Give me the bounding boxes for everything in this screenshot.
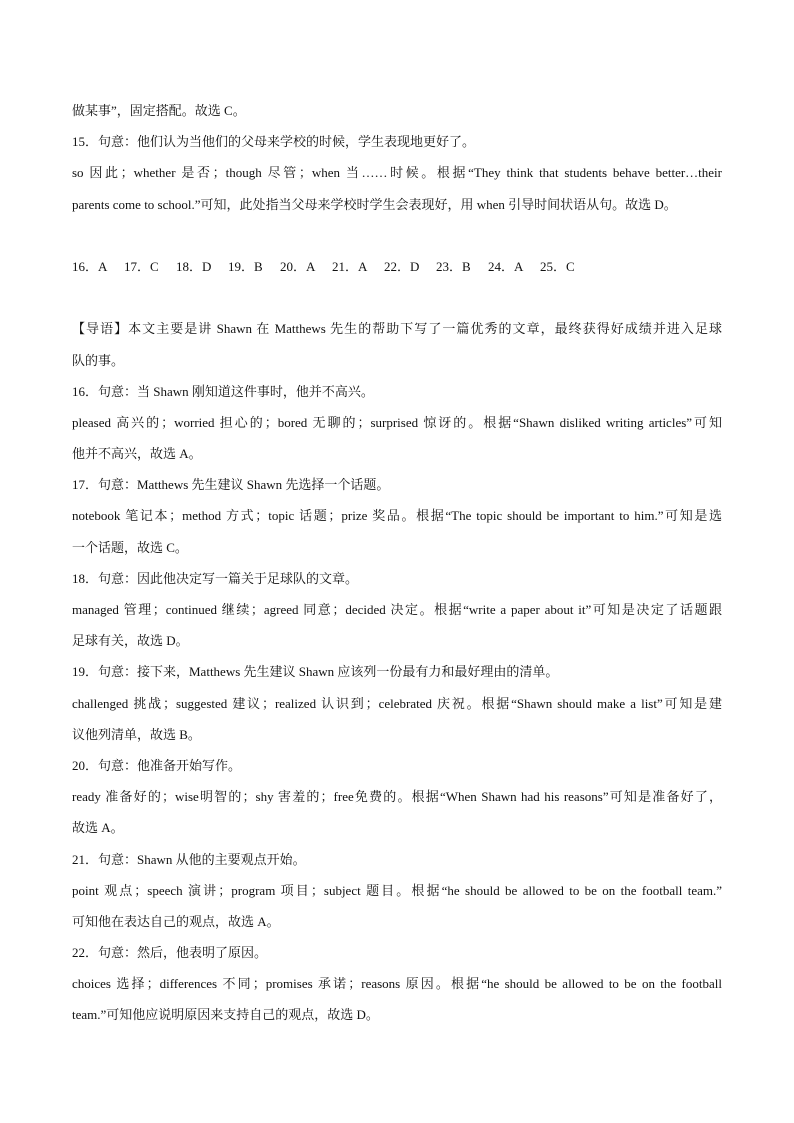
item-16-explanation-line: pleased 高兴的；worried 担心的；bored 无聊的；surprised 惊讶的。根据“Shawn disliked writing articles”可知 xyxy=(72,414,722,430)
intro-line: 【导语】本文主要是讲 Shawn 在 Matthews 先生的帮助下写了一篇优秀的文章，最终获得好成绩并进入足球 xyxy=(72,321,722,337)
answer-item: 25．C xyxy=(540,258,575,274)
blank-line xyxy=(72,220,722,251)
answer-item: 19．B xyxy=(228,258,263,274)
answer-item: 20．A xyxy=(280,258,316,274)
item-22-explanation-line: choices 选择；differences 不同；promises 承诺；reasons 原因。根据“he should be allowed to be on the football xyxy=(72,976,722,992)
item-22-meaning: 22．句意：然后，他表明了原因。 xyxy=(72,945,268,961)
item-19-meaning: 19．句意：接下来，Matthews 先生建议 Shawn 应该列一份最有力和最好理由的清单。 xyxy=(72,664,559,680)
continued-line: 做某事”，固定搭配。故选 C。 xyxy=(72,103,246,118)
item-17-meaning: 17．句意：Matthews 先生建议 Shawn 先选择一个话题。 xyxy=(72,477,390,493)
item-19-explanation-line: 议他列清单，故选 B。 xyxy=(72,726,201,742)
item-18-explanation-line: managed 管理；continued 继续；agreed 同意；decided 决定。根据“write a paper about it”可知是决定了话题跟 xyxy=(72,602,722,617)
item-18-meaning: 18．句意：因此他决定写一篇关于足球队的文章。 xyxy=(72,570,359,586)
document-page xyxy=(72,95,722,1031)
item-16-explanation-line: 他并不高兴，故选 A。 xyxy=(72,446,202,462)
item-16-meaning: 16．句意：当 Shawn 刚知道这件事时，他并不高兴。 xyxy=(72,383,374,399)
item-21-meaning: 21．句意：Shawn 从他的主要观点开始。 xyxy=(72,851,306,867)
item-20-meaning: 20．句意：他准备开始写作。 xyxy=(72,757,242,773)
answer-key xyxy=(72,251,722,282)
answer-item: 21．A xyxy=(332,258,368,274)
answer-item: 24．A xyxy=(488,258,524,274)
answer-item: 23．B xyxy=(436,258,471,274)
item-15-explanation-line: so 因此；whether 是否；though 尽管；when 当……时候。根据“They think that students behave better…their xyxy=(72,165,722,181)
item-21-explanation-line: point 观点；speech 演讲；program 项目；subject 题目。根据“he should be allowed to be on the football team.” xyxy=(72,882,722,898)
item-19-explanation-line: challenged 挑战；suggested 建议；realized 认识到；celebrated 庆祝。根据“Shawn should make a list”可知是建 xyxy=(72,695,722,711)
answer-item: 17．C xyxy=(124,258,159,274)
item-17-explanation-line: 一个话题，故选 C。 xyxy=(72,539,188,555)
item-15-meaning: 15．句意：他们认为当他们的父母来学校的时候，学生表现地更好了。 xyxy=(72,134,476,150)
blank-line xyxy=(72,282,722,313)
item-21-explanation-line: 可知他在表达自己的观点，故选 A。 xyxy=(72,913,280,929)
item-22-explanation-line: team.”可知他应说明原因来支持自己的观点，故选 D。 xyxy=(72,1007,379,1023)
intro-line: 队的事。 xyxy=(72,352,125,368)
item-20-explanation-line: ready 准备好的；wise明智的；shy 害羞的；free免费的。根据“When Shawn had his reasons”可知是准备好了， xyxy=(72,789,722,805)
answer-item: 16．A xyxy=(72,258,108,274)
item-20-explanation-line: 故选 A。 xyxy=(72,820,124,836)
item-17-explanation-line: notebook 笔记本；method 方式；topic 话题；prize 奖品。根据“The topic should be important to him.”可知是选 xyxy=(72,508,722,524)
answer-item: 22．D xyxy=(384,258,420,274)
item-18-explanation-line: 足球有关，故选 D。 xyxy=(72,633,189,649)
item-15-explanation-line: parents come to school.”可知，此处指当父母来学校时学生会表现好，用 when 引导时间状语从句。故选 D。 xyxy=(72,196,677,212)
answer-item: 18．D xyxy=(176,258,212,274)
